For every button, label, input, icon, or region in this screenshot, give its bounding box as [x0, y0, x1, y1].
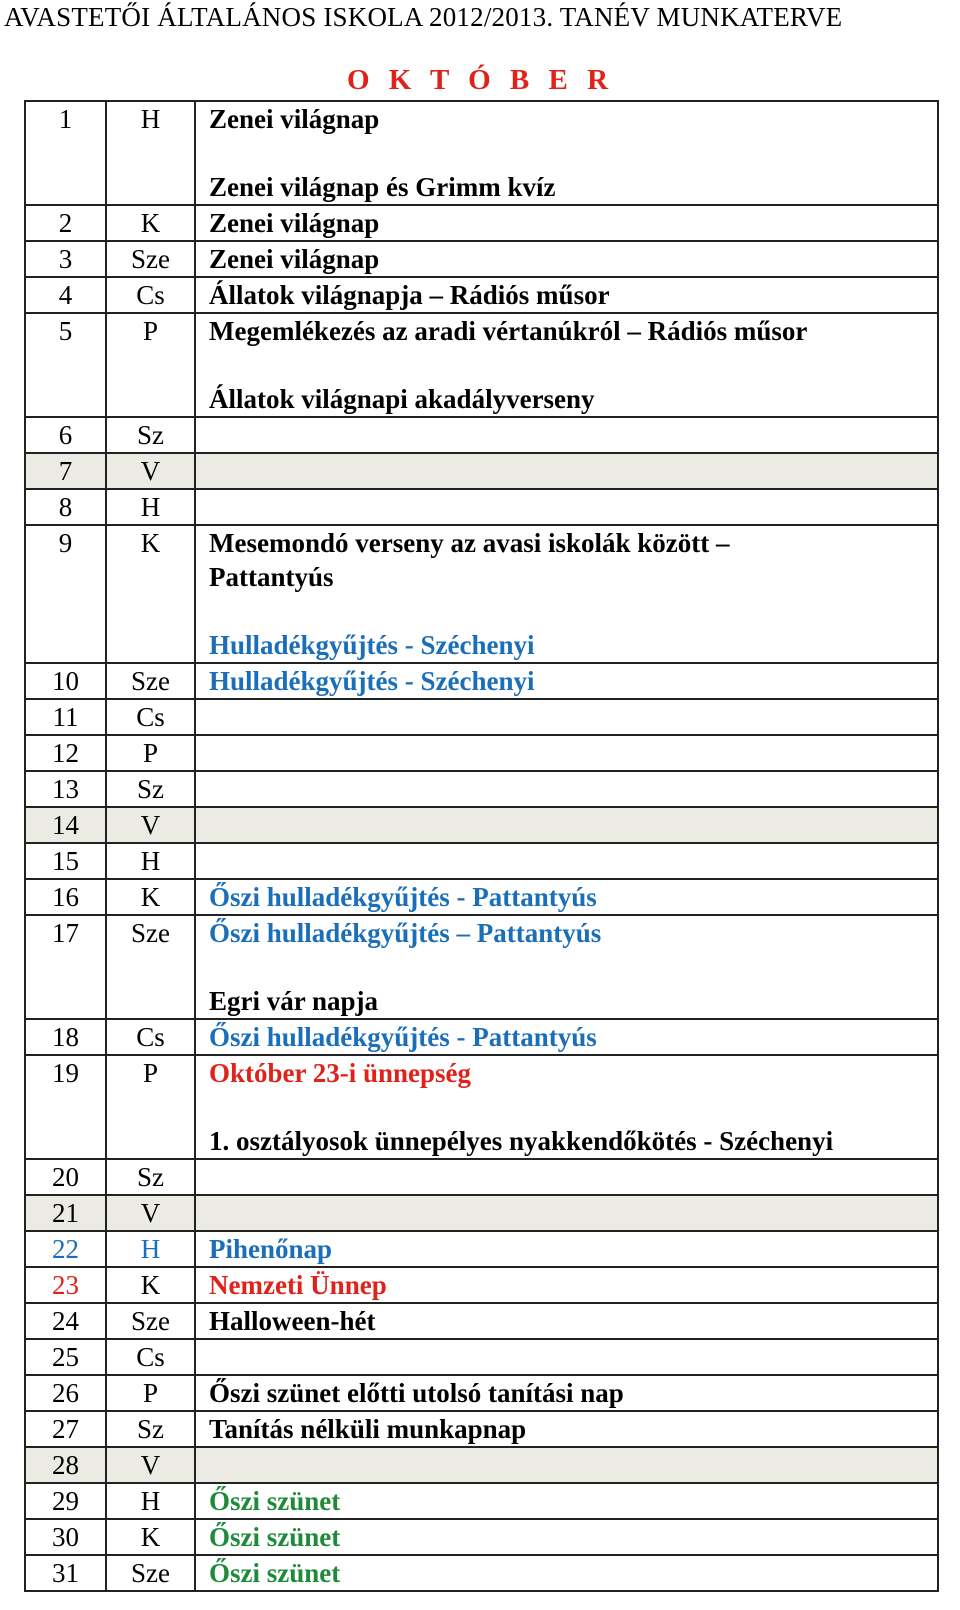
event-text: Állatok világnapja – Rádiós műsor: [209, 280, 610, 310]
weekday-abbrev: V: [106, 1195, 195, 1231]
day-number: 29: [25, 1483, 106, 1519]
weekday-abbrev: Sze: [106, 663, 195, 699]
day-number: 30: [25, 1519, 106, 1555]
weekday-abbrev: P: [106, 735, 195, 771]
event-text: Megemlékezés az aradi vértanúkról – Rádiós műsor: [209, 316, 808, 346]
day-events: [195, 735, 938, 771]
day-events: [195, 1483, 938, 1519]
day-number: 26: [25, 1375, 106, 1411]
calendar-row: [25, 205, 938, 241]
calendar-row: [25, 915, 938, 1019]
event-text: Őszi hulladékgyűjtés – Pattantyús: [209, 918, 602, 948]
calendar-row: [25, 1339, 938, 1375]
event-text: Állatok világnapi akadályverseny: [209, 384, 595, 414]
day-events: [195, 699, 938, 735]
day-number: 7: [25, 453, 106, 489]
weekday-abbrev: Sze: [106, 915, 195, 1019]
event-text: Hulladékgyűjtés - Széchenyi: [209, 630, 535, 660]
day-events: [195, 489, 938, 525]
calendar-row: [25, 1055, 938, 1159]
weekday-abbrev: Sz: [106, 771, 195, 807]
day-events: [195, 843, 938, 879]
day-events: [195, 205, 938, 241]
calendar-row: [25, 101, 938, 205]
day-number: 12: [25, 735, 106, 771]
weekday-abbrev: Sz: [106, 1411, 195, 1447]
calendar-row: [25, 1519, 938, 1555]
calendar-row: [25, 417, 938, 453]
day-number: 19: [25, 1055, 106, 1159]
weekday-abbrev: Sze: [106, 241, 195, 277]
weekday-abbrev: H: [106, 1483, 195, 1519]
calendar-row: [25, 771, 938, 807]
calendar-row: [25, 489, 938, 525]
day-events: [195, 277, 938, 313]
day-events: [195, 1159, 938, 1195]
calendar-row: [25, 807, 938, 843]
day-number: 20: [25, 1159, 106, 1195]
calendar-row: [25, 241, 938, 277]
event-text: Pihenőnap: [209, 1234, 333, 1264]
event-text: Őszi hulladékgyűjtés - Pattantyús: [209, 1022, 597, 1052]
calendar-row: [25, 453, 938, 489]
event-text: Őszi szünet: [209, 1486, 341, 1516]
calendar-row: [25, 277, 938, 313]
calendar-row: [25, 1411, 938, 1447]
day-events: [195, 1411, 938, 1447]
calendar-row: [25, 1231, 938, 1267]
weekday-abbrev: H: [106, 1231, 195, 1267]
event-text: Egri vár napja: [209, 986, 379, 1016]
calendar-row: [25, 1375, 938, 1411]
day-number: 25: [25, 1339, 106, 1375]
day-events: [195, 1055, 938, 1159]
calendar-row: [25, 1483, 938, 1519]
day-events: [195, 807, 938, 843]
event-text: Zenei világnap: [209, 104, 380, 134]
day-number: 5: [25, 313, 106, 417]
day-events: [195, 1447, 938, 1483]
day-events: [195, 771, 938, 807]
calendar-row: [25, 843, 938, 879]
day-number: 31: [25, 1555, 106, 1591]
calendar-row: [25, 525, 938, 663]
day-number: 28: [25, 1447, 106, 1483]
event-text: Tanítás nélküli munkapnap: [209, 1414, 527, 1444]
calendar-row: [25, 1019, 938, 1055]
day-events: [195, 879, 938, 915]
event-text: Zenei világnap: [209, 208, 380, 238]
calendar-row: [25, 313, 938, 417]
calendar-row: [25, 879, 938, 915]
weekday-abbrev: K: [106, 205, 195, 241]
day-number: 2: [25, 205, 106, 241]
day-events: [195, 1555, 938, 1591]
day-number: 16: [25, 879, 106, 915]
weekday-abbrev: P: [106, 1055, 195, 1159]
weekday-abbrev: P: [106, 1375, 195, 1411]
weekday-abbrev: Sze: [106, 1303, 195, 1339]
weekday-abbrev: Cs: [106, 1339, 195, 1375]
day-events: [195, 1519, 938, 1555]
event-text: Mesemondó verseny az avasi iskolák között –: [209, 528, 730, 558]
calendar-row: [25, 699, 938, 735]
day-events: [195, 1019, 938, 1055]
event-text: 1. osztályosok ünnepélyes nyakkendőkötés - Széchenyi: [209, 1126, 834, 1156]
weekday-abbrev: K: [106, 879, 195, 915]
weekday-abbrev: V: [106, 1447, 195, 1483]
day-number: 23: [25, 1267, 106, 1303]
day-events: [195, 241, 938, 277]
event-text: Hulladékgyűjtés - Széchenyi: [209, 666, 535, 696]
calendar-row: [25, 663, 938, 699]
month-title: O K T Ó B E R: [346, 64, 615, 96]
day-number: 17: [25, 915, 106, 1019]
weekday-abbrev: H: [106, 101, 195, 205]
weekday-abbrev: V: [106, 453, 195, 489]
day-events: [195, 313, 938, 417]
calendar-row: [25, 1267, 938, 1303]
day-number: 3: [25, 241, 106, 277]
weekday-abbrev: P: [106, 313, 195, 417]
event-text: Október 23-i ünnepség: [209, 1058, 472, 1088]
weekday-abbrev: Sze: [106, 1555, 195, 1591]
calendar-row: [25, 1303, 938, 1339]
day-events: [195, 453, 938, 489]
day-number: 14: [25, 807, 106, 843]
calendar-row: [25, 1195, 938, 1231]
weekday-abbrev: Cs: [106, 277, 195, 313]
day-events: [195, 525, 938, 663]
day-number: 27: [25, 1411, 106, 1447]
day-number: 15: [25, 843, 106, 879]
day-number: 18: [25, 1019, 106, 1055]
weekday-abbrev: H: [106, 843, 195, 879]
weekday-abbrev: Sz: [106, 1159, 195, 1195]
event-text: Zenei világnap: [209, 244, 380, 274]
day-number: 8: [25, 489, 106, 525]
weekday-abbrev: Sz: [106, 417, 195, 453]
calendar-row: [25, 1555, 938, 1591]
calendar-row: [25, 1159, 938, 1195]
calendar-row: [25, 1447, 938, 1483]
weekday-abbrev: K: [106, 525, 195, 663]
day-number: 1: [25, 101, 106, 205]
weekday-abbrev: Cs: [106, 699, 195, 735]
day-events: [195, 915, 938, 1019]
document-header: AVASTETŐI ÁLTALÁNOS ISKOLA 2012/2013. TANÉV MUNKATERVE: [4, 2, 843, 32]
day-events: [195, 663, 938, 699]
event-text: Zenei világnap és Grimm kvíz: [209, 172, 556, 202]
weekday-abbrev: V: [106, 807, 195, 843]
day-events: [195, 417, 938, 453]
calendar-table: [24, 100, 939, 1592]
event-text: Pattantyús: [209, 562, 334, 592]
event-text: Halloween-hét: [209, 1306, 376, 1336]
day-number: 22: [25, 1231, 106, 1267]
day-events: [195, 1195, 938, 1231]
day-events: [195, 1267, 938, 1303]
weekday-abbrev: Cs: [106, 1019, 195, 1055]
weekday-abbrev: K: [106, 1519, 195, 1555]
calendar-body: [25, 101, 938, 1591]
day-number: 13: [25, 771, 106, 807]
event-text: Őszi szünet: [209, 1522, 341, 1552]
day-number: 21: [25, 1195, 106, 1231]
weekday-abbrev: H: [106, 489, 195, 525]
day-number: 11: [25, 699, 106, 735]
day-events: [195, 1231, 938, 1267]
day-number: 6: [25, 417, 106, 453]
day-number: 4: [25, 277, 106, 313]
day-number: 9: [25, 525, 106, 663]
day-events: [195, 1339, 938, 1375]
event-text: Őszi hulladékgyűjtés - Pattantyús: [209, 882, 597, 912]
event-text: Őszi szünet előtti utolsó tanítási nap: [209, 1378, 624, 1408]
event-text: Nemzeti Ünnep: [209, 1270, 387, 1300]
day-events: [195, 101, 938, 205]
weekday-abbrev: K: [106, 1267, 195, 1303]
day-number: 10: [25, 663, 106, 699]
day-events: [195, 1303, 938, 1339]
day-number: 24: [25, 1303, 106, 1339]
calendar-row: [25, 735, 938, 771]
event-text: Őszi szünet: [209, 1558, 341, 1588]
day-events: [195, 1375, 938, 1411]
